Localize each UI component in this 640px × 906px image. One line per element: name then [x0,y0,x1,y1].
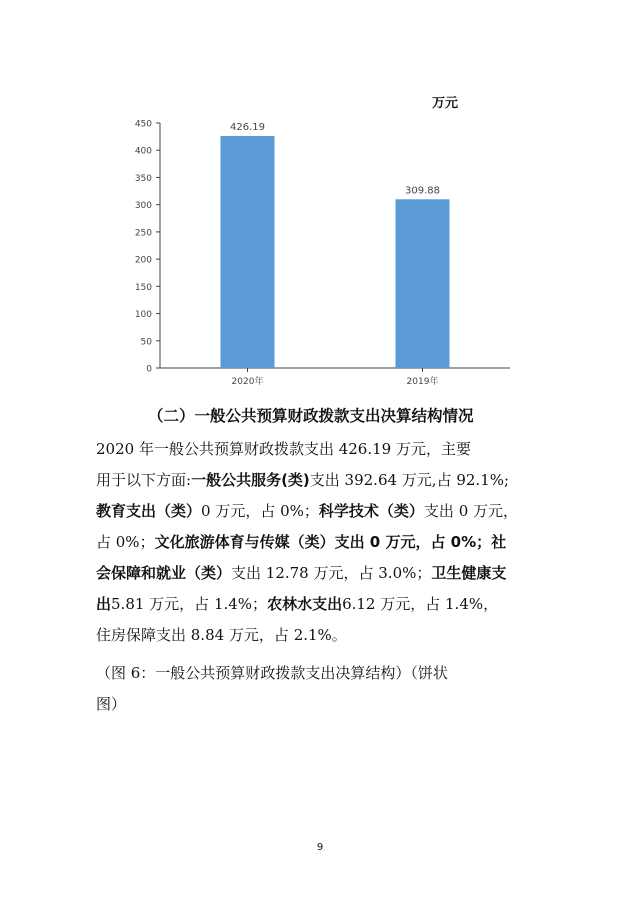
y-tick-label: 250 [134,228,152,239]
y-tick-label: 100 [134,310,152,321]
caption-line: 图） [96,695,127,713]
paragraph-line: 会保障和就业（类）支出 12.78 万元，占 3.0%；卫生健康支 [96,564,507,582]
paragraph-expenditure-structure [96,434,556,651]
y-tick-label: 300 [134,201,152,212]
data-label: 309.88 [405,185,440,197]
paragraph-line: 2020 年一般公共预算财政拨款支出 426.19 万元，主要 [96,440,471,458]
y-tick-label: 200 [134,255,152,266]
paragraph-line: 占 0%；文化旅游体育与传媒（类）支出 0 万元，占 0%；社 [96,533,507,551]
paragraph-line: 教育支出（类）0 万元，占 0%；科学技术（类）支出 0 万元， [96,502,519,520]
y-tick-label: 50 [140,337,152,348]
paragraph-line: 住房保障支出 8.84 万元，占 2.1%。 [96,626,347,644]
x-tick-label: 2020年 [231,377,264,387]
bar-chart [110,88,530,398]
y-tick-label: 450 [134,119,152,130]
paragraph-line: 出5.81 万元，占 1.4%；农林水支出6.12 万元，占 1.4%， [96,595,499,613]
y-tick-label: 150 [134,282,152,293]
data-label: 426.19 [230,121,265,133]
caption-line: （图 6：一般公共预算财政拨款支出决算结构）（饼状 [96,664,448,682]
figure-caption [96,658,556,720]
paragraph-line: 用于以下方面:一般公共服务(类)支出 392.64 万元,占 92.1%; [96,471,510,489]
bar [221,136,275,368]
y-tick-label: 400 [134,146,152,157]
page-number: 9 [316,842,324,853]
y-tick-label: 350 [134,173,152,184]
y-tick-label: 0 [146,364,152,375]
section-title: （二）一般公共预算财政拨款支出决算结构情况 [148,407,474,425]
x-tick-label: 2019年 [406,377,439,387]
chart-unit-label: 万元 [432,96,459,111]
bar [396,199,450,368]
